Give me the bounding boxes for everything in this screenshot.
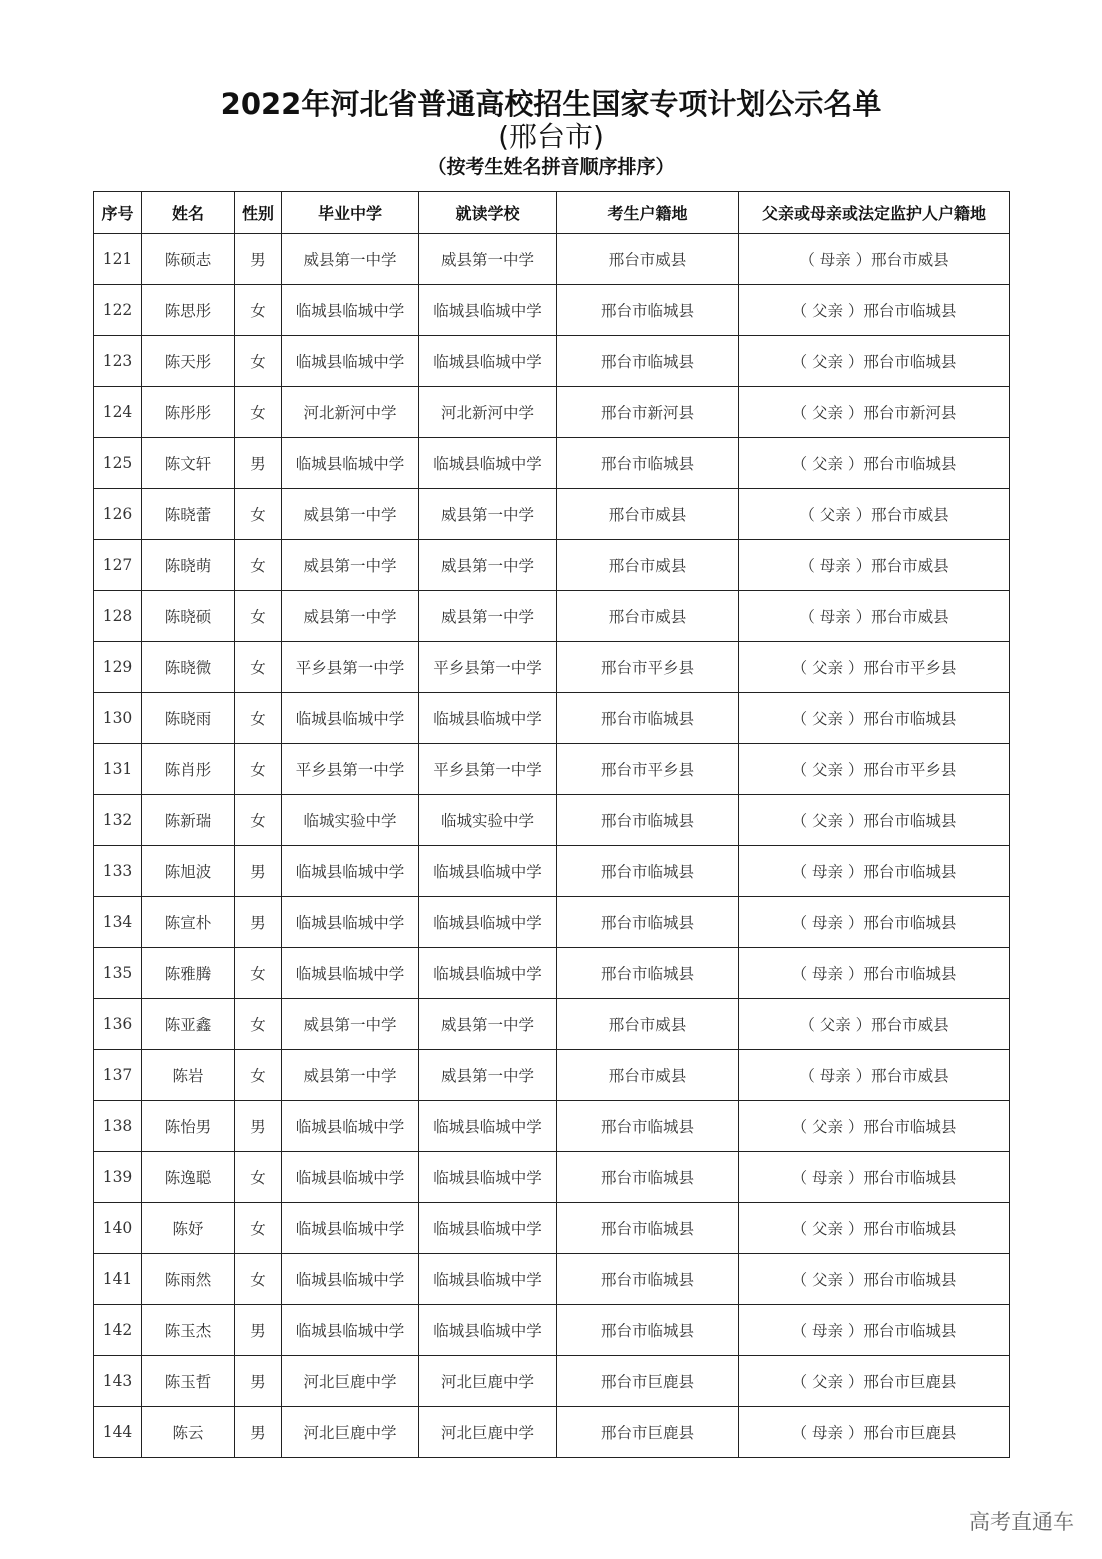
cell-gender: 女: [235, 744, 282, 795]
cell-hukou: 邢台市威县: [557, 1050, 739, 1101]
cell-guardian-hukou: （ 母亲 ）邢台市临城县: [739, 948, 1010, 999]
cell-current-school: 平乡县第一中学: [419, 744, 557, 795]
cell-grad-school: 临城县临城中学: [282, 897, 419, 948]
cell-hukou: 邢台市临城县: [557, 1254, 739, 1305]
cell-hukou: 邢台市临城县: [557, 1101, 739, 1152]
cell-current-school: 临城县临城中学: [419, 285, 557, 336]
cell-grad-school: 河北巨鹿中学: [282, 1407, 419, 1458]
cell-guardian-hukou: （ 母亲 ）邢台市威县: [739, 591, 1010, 642]
cell-guardian-hukou: （ 父亲 ）邢台市平乡县: [739, 744, 1010, 795]
header-grad-school: 毕业中学: [282, 192, 419, 234]
cell-current-school: 威县第一中学: [419, 489, 557, 540]
cell-name: 陈宣朴: [142, 897, 235, 948]
cell-hukou: 邢台市威县: [557, 999, 739, 1050]
cell-name: 陈玉哲: [142, 1356, 235, 1407]
cell-hukou: 邢台市临城县: [557, 285, 739, 336]
table-row: [94, 693, 1010, 744]
cell-no: 140: [94, 1203, 142, 1254]
cell-guardian-hukou: （ 父亲 ）邢台市临城县: [739, 795, 1010, 846]
header-name: 姓名: [142, 192, 235, 234]
cell-no: 139: [94, 1152, 142, 1203]
cell-name: 陈晓雨: [142, 693, 235, 744]
cell-name: 陈文轩: [142, 438, 235, 489]
cell-current-school: 临城县临城中学: [419, 948, 557, 999]
cell-grad-school: 威县第一中学: [282, 489, 419, 540]
cell-gender: 男: [235, 1407, 282, 1458]
cell-current-school: 临城县临城中学: [419, 1203, 557, 1254]
cell-hukou: 邢台市威县: [557, 234, 739, 285]
table-row: [94, 1254, 1010, 1305]
cell-name: 陈晓萌: [142, 540, 235, 591]
cell-current-school: 平乡县第一中学: [419, 642, 557, 693]
header-current-school: 就读学校: [419, 192, 557, 234]
cell-gender: 男: [235, 438, 282, 489]
cell-gender: 女: [235, 336, 282, 387]
cell-grad-school: 河北新河中学: [282, 387, 419, 438]
cell-current-school: 临城实验中学: [419, 795, 557, 846]
cell-current-school: 河北巨鹿中学: [419, 1356, 557, 1407]
table-row: [94, 336, 1010, 387]
cell-hukou: 邢台市临城县: [557, 1152, 739, 1203]
cell-name: 陈逸聪: [142, 1152, 235, 1203]
cell-current-school: 临城县临城中学: [419, 846, 557, 897]
cell-hukou: 邢台市威县: [557, 591, 739, 642]
cell-name: 陈旭波: [142, 846, 235, 897]
cell-gender: 女: [235, 591, 282, 642]
header-hukou: 考生户籍地: [557, 192, 739, 234]
cell-name: 陈岩: [142, 1050, 235, 1101]
cell-name: 陈亚鑫: [142, 999, 235, 1050]
cell-grad-school: 临城县临城中学: [282, 1254, 419, 1305]
table-row: [94, 1203, 1010, 1254]
cell-name: 陈晓蕾: [142, 489, 235, 540]
cell-no: 129: [94, 642, 142, 693]
cell-hukou: 邢台市临城县: [557, 336, 739, 387]
cell-grad-school: 临城县临城中学: [282, 336, 419, 387]
cell-hukou: 邢台市新河县: [557, 387, 739, 438]
cell-guardian-hukou: （ 母亲 ）邢台市临城县: [739, 1152, 1010, 1203]
header-guardian-hukou: 父亲或母亲或法定监护人户籍地: [739, 192, 1010, 234]
table-row: [94, 591, 1010, 642]
cell-guardian-hukou: （ 父亲 ）邢台市新河县: [739, 387, 1010, 438]
table-header-row: [94, 192, 1010, 234]
cell-current-school: 临城县临城中学: [419, 438, 557, 489]
cell-current-school: 临城县临城中学: [419, 693, 557, 744]
cell-gender: 女: [235, 999, 282, 1050]
cell-current-school: 临城县临城中学: [419, 897, 557, 948]
cell-grad-school: 临城县临城中学: [282, 1203, 419, 1254]
cell-guardian-hukou: （ 父亲 ）邢台市临城县: [739, 285, 1010, 336]
cell-no: 132: [94, 795, 142, 846]
cell-current-school: 威县第一中学: [419, 591, 557, 642]
cell-current-school: 河北巨鹿中学: [419, 1407, 557, 1458]
table-row: [94, 285, 1010, 336]
cell-no: 133: [94, 846, 142, 897]
cell-no: 128: [94, 591, 142, 642]
cell-guardian-hukou: （ 父亲 ）邢台市临城县: [739, 1101, 1010, 1152]
cell-current-school: 威县第一中学: [419, 1050, 557, 1101]
cell-hukou: 邢台市威县: [557, 489, 739, 540]
cell-no: 142: [94, 1305, 142, 1356]
table-row: [94, 540, 1010, 591]
cell-name: 陈雨然: [142, 1254, 235, 1305]
cell-gender: 男: [235, 1305, 282, 1356]
cell-grad-school: 临城县临城中学: [282, 438, 419, 489]
cell-guardian-hukou: （ 母亲 ）邢台市威县: [739, 1050, 1010, 1101]
cell-hukou: 邢台市临城县: [557, 846, 739, 897]
cell-name: 陈怡男: [142, 1101, 235, 1152]
table-row: [94, 999, 1010, 1050]
cell-gender: 女: [235, 285, 282, 336]
cell-guardian-hukou: （ 父亲 ）邢台市平乡县: [739, 642, 1010, 693]
cell-no: 124: [94, 387, 142, 438]
cell-name: 陈肖彤: [142, 744, 235, 795]
cell-guardian-hukou: （ 母亲 ）邢台市巨鹿县: [739, 1407, 1010, 1458]
cell-grad-school: 临城县临城中学: [282, 1101, 419, 1152]
table-row: [94, 1152, 1010, 1203]
cell-no: 131: [94, 744, 142, 795]
cell-grad-school: 临城县临城中学: [282, 1152, 419, 1203]
cell-guardian-hukou: （ 父亲 ）邢台市威县: [739, 489, 1010, 540]
cell-grad-school: 临城实验中学: [282, 795, 419, 846]
cell-hukou: 邢台市巨鹿县: [557, 1356, 739, 1407]
watermark: 高考直通车: [969, 1510, 1074, 1534]
table-row: [94, 795, 1010, 846]
cell-gender: 男: [235, 897, 282, 948]
cell-name: 陈晓硕: [142, 591, 235, 642]
sort-note: （按考生姓名拼音顺序排序）: [427, 156, 675, 178]
cell-hukou: 邢台市巨鹿县: [557, 1407, 739, 1458]
cell-gender: 女: [235, 1203, 282, 1254]
cell-name: 陈雅腾: [142, 948, 235, 999]
cell-no: 127: [94, 540, 142, 591]
cell-current-school: 临城县临城中学: [419, 1254, 557, 1305]
cell-no: 126: [94, 489, 142, 540]
cell-hukou: 邢台市临城县: [557, 948, 739, 999]
cell-gender: 女: [235, 948, 282, 999]
cell-grad-school: 临城县临城中学: [282, 846, 419, 897]
cell-guardian-hukou: （ 父亲 ）邢台市临城县: [739, 1254, 1010, 1305]
cell-name: 陈思彤: [142, 285, 235, 336]
cell-current-school: 河北新河中学: [419, 387, 557, 438]
document-title: 2022年河北省普通高校招生国家专项计划公示名单: [220, 87, 882, 121]
cell-hukou: 邢台市临城县: [557, 795, 739, 846]
student-list-table: [93, 191, 1010, 1458]
cell-current-school: 临城县临城中学: [419, 1305, 557, 1356]
cell-gender: 女: [235, 1254, 282, 1305]
cell-current-school: 临城县临城中学: [419, 1152, 557, 1203]
cell-gender: 男: [235, 1101, 282, 1152]
cell-hukou: 邢台市平乡县: [557, 744, 739, 795]
table-row: [94, 387, 1010, 438]
cell-guardian-hukou: （ 父亲 ）邢台市临城县: [739, 1203, 1010, 1254]
cell-current-school: 威县第一中学: [419, 999, 557, 1050]
table-body: [94, 234, 1010, 1458]
cell-hukou: 邢台市临城县: [557, 897, 739, 948]
cell-current-school: 威县第一中学: [419, 234, 557, 285]
cell-gender: 女: [235, 795, 282, 846]
cell-hukou: 邢台市临城县: [557, 1203, 739, 1254]
cell-name: 陈新瑞: [142, 795, 235, 846]
cell-hukou: 邢台市威县: [557, 540, 739, 591]
cell-gender: 女: [235, 387, 282, 438]
table-row: [94, 489, 1010, 540]
cell-guardian-hukou: （ 母亲 ）邢台市临城县: [739, 846, 1010, 897]
header-no: 序号: [94, 192, 142, 234]
table-row: [94, 1101, 1010, 1152]
document-subtitle: (邢台市): [498, 120, 604, 153]
cell-grad-school: 威县第一中学: [282, 540, 419, 591]
cell-grad-school: 河北巨鹿中学: [282, 1356, 419, 1407]
table-row: [94, 438, 1010, 489]
cell-no: 123: [94, 336, 142, 387]
cell-name: 陈彤彤: [142, 387, 235, 438]
cell-no: 144: [94, 1407, 142, 1458]
cell-grad-school: 威县第一中学: [282, 1050, 419, 1101]
cell-name: 陈云: [142, 1407, 235, 1458]
cell-current-school: 威县第一中学: [419, 540, 557, 591]
table-row: [94, 642, 1010, 693]
cell-gender: 女: [235, 1152, 282, 1203]
table-row: [94, 1305, 1010, 1356]
cell-guardian-hukou: （ 父亲 ）邢台市临城县: [739, 693, 1010, 744]
cell-guardian-hukou: （ 母亲 ）邢台市威县: [739, 540, 1010, 591]
cell-name: 陈妤: [142, 1203, 235, 1254]
table-row: [94, 744, 1010, 795]
cell-guardian-hukou: （ 父亲 ）邢台市临城县: [739, 438, 1010, 489]
cell-name: 陈晓微: [142, 642, 235, 693]
cell-grad-school: 临城县临城中学: [282, 693, 419, 744]
cell-no: 130: [94, 693, 142, 744]
cell-no: 136: [94, 999, 142, 1050]
cell-gender: 女: [235, 693, 282, 744]
cell-no: 134: [94, 897, 142, 948]
cell-guardian-hukou: （ 父亲 ）邢台市威县: [739, 999, 1010, 1050]
cell-guardian-hukou: （ 父亲 ）邢台市临城县: [739, 336, 1010, 387]
cell-name: 陈天彤: [142, 336, 235, 387]
cell-no: 141: [94, 1254, 142, 1305]
cell-gender: 女: [235, 1050, 282, 1101]
table-row: [94, 234, 1010, 285]
cell-gender: 女: [235, 642, 282, 693]
cell-hukou: 邢台市临城县: [557, 693, 739, 744]
table-row: [94, 1407, 1010, 1458]
header-gender: 性别: [235, 192, 282, 234]
cell-gender: 女: [235, 489, 282, 540]
cell-grad-school: 威县第一中学: [282, 591, 419, 642]
cell-no: 137: [94, 1050, 142, 1101]
cell-name: 陈玉杰: [142, 1305, 235, 1356]
cell-no: 143: [94, 1356, 142, 1407]
cell-no: 121: [94, 234, 142, 285]
cell-grad-school: 威县第一中学: [282, 234, 419, 285]
table-row: [94, 1356, 1010, 1407]
cell-grad-school: 临城县临城中学: [282, 1305, 419, 1356]
cell-current-school: 临城县临城中学: [419, 336, 557, 387]
table-row: [94, 897, 1010, 948]
cell-no: 122: [94, 285, 142, 336]
cell-hukou: 邢台市平乡县: [557, 642, 739, 693]
cell-hukou: 邢台市临城县: [557, 1305, 739, 1356]
cell-gender: 男: [235, 1356, 282, 1407]
cell-guardian-hukou: （ 父亲 ）邢台市巨鹿县: [739, 1356, 1010, 1407]
table-row: [94, 948, 1010, 999]
table-row: [94, 846, 1010, 897]
cell-grad-school: 临城县临城中学: [282, 948, 419, 999]
cell-grad-school: 平乡县第一中学: [282, 744, 419, 795]
cell-grad-school: 威县第一中学: [282, 999, 419, 1050]
cell-guardian-hukou: （ 母亲 ）邢台市威县: [739, 234, 1010, 285]
cell-name: 陈硕志: [142, 234, 235, 285]
cell-guardian-hukou: （ 母亲 ）邢台市临城县: [739, 897, 1010, 948]
cell-guardian-hukou: （ 母亲 ）邢台市临城县: [739, 1305, 1010, 1356]
table-row: [94, 1050, 1010, 1101]
cell-hukou: 邢台市临城县: [557, 438, 739, 489]
cell-no: 138: [94, 1101, 142, 1152]
cell-no: 125: [94, 438, 142, 489]
cell-no: 135: [94, 948, 142, 999]
cell-gender: 男: [235, 234, 282, 285]
cell-gender: 男: [235, 846, 282, 897]
cell-grad-school: 临城县临城中学: [282, 285, 419, 336]
cell-gender: 女: [235, 540, 282, 591]
cell-grad-school: 平乡县第一中学: [282, 642, 419, 693]
cell-current-school: 临城县临城中学: [419, 1101, 557, 1152]
